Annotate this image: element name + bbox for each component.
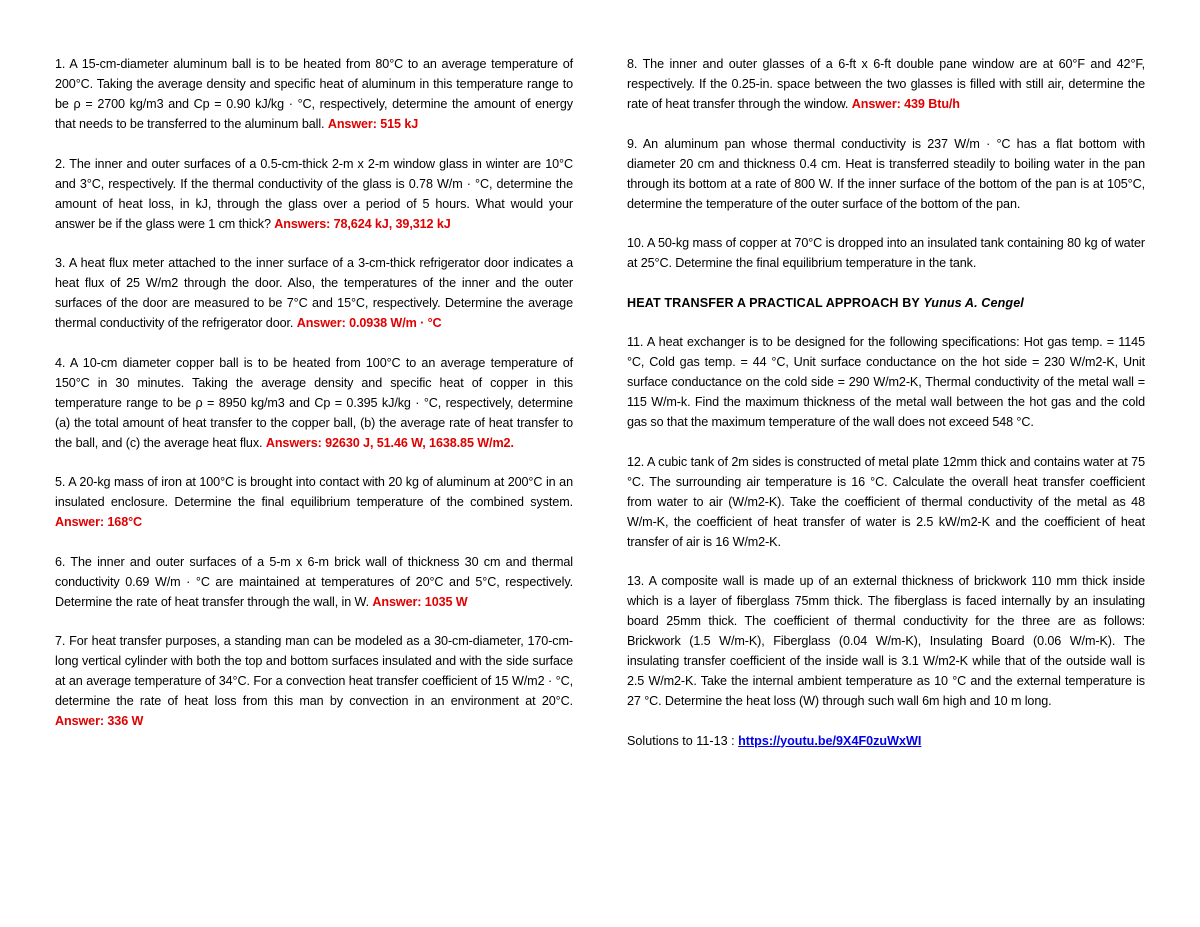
problem-1-text: 1. A 15-cm-diameter aluminum ball is to be heated from 80°C to an average temperature of 200°C. Taking the average density and specific heat of aluminum in this temperature range to be ρ = 2700 kg/m3 and Cp = 0.90 kJ/kg · °C, respectively, determine the amount of energy that needs to be transferred to the aluminum ball. <box>55 57 573 131</box>
right-column <box>627 54 1145 751</box>
problem-9 <box>627 134 1145 214</box>
problem-3 <box>55 253 573 333</box>
problem-6-answer: Answer: 1035 W <box>372 594 468 609</box>
problem-1 <box>55 54 573 134</box>
left-column <box>55 54 573 751</box>
problem-5-text: 5. A 20-kg mass of iron at 100°C is brought into contact with 20 kg of aluminum at 200°C in an insulated enclosure. Determine the final equilibrium temperature of the combined system. <box>55 475 573 509</box>
problem-6-text: 6. The inner and outer surfaces of a 5-m x 6-m brick wall of thickness 30 cm and thermal conductivity 0.69 W/m · °C are maintained at temperatures of 20°C and 5°C, respectively. Determine the rate of heat transfer through the wall, in W. <box>55 554 573 609</box>
problem-3-answer: Answer: 0.0938 W/m · °C <box>296 316 442 330</box>
problem-13-text: 13. A composite wall is made up of an external thickness of brickwork 110 mm thick inside which is a layer of fiberglass 75mm thick. The fiberglass is faced internally by an insulating board 25mm thick. The coefficient of thermal conductivity for the three are as follows: Brickwork (1.5 W/m-K), Fiberglass (0.04 W/m-K), Insulating Board (0.06 W/m-K). The insulating transfer coefficient of the inside wall is 3.1 W/m2-K while that of the outside wall is 2.5 W/m2-K. Take the internal ambient temperature as 10 °C and the external temperature is 27 °C. Determine the heat loss (W) through such wall 6m high and 10 m long. <box>627 574 1145 708</box>
problem-2-answer: Answers: 78,624 kJ, 39,312 kJ <box>274 216 451 231</box>
book-title: HEAT TRANSFER A PRACTICAL APPROACH BY <box>627 295 924 310</box>
problem-7-text: 7. For heat transfer purposes, a standing man can be modeled as a 30-cm-diameter, 170-cm-long vertical cylinder with both the top and bottom surfaces insulated and with the side surface at an average temperature of 34°C. For a convection heat transfer coefficient of 15 W/m2 · °C, determine the rate of heat loss from this man by convection in an environment at 20°C. <box>55 634 573 708</box>
problem-12-text: 12. A cubic tank of 2m sides is constructed of metal plate 12mm thick and contains water at 75 °C. The surrounding air temperature is 16 °C. Calculate the overall heat transfer coefficient from water to air (W/m2-K). Take the coefficient of thermal conductivity of the metal as 48 W/m-K, the coefficient of heat transfer of water is 2.5 kW/m2-K and the coefficient of heat transfer of air is 16 W/m2-K. <box>627 454 1145 549</box>
problem-3-text: 3. A heat flux meter attached to the inner surface of a 3-cm-thick refrigerator door indicates a heat flux of 25 W/m2 through the door. Also, the temperatures of the inner and the outer surfaces of the door are measured to be 7°C and 15°C, respectively. Determine the average thermal conductivity of the refrigerator door. <box>55 256 573 330</box>
problem-7-answer: Answer: 336 W <box>55 714 144 728</box>
problem-4-answer: Answers: 92630 J, 51.46 W, 1638.85 W/m2. <box>265 435 514 450</box>
book-author: Yunus A. Cengel <box>923 295 1024 310</box>
problem-8-answer: Answer: 439 Btu/h <box>851 97 960 111</box>
solutions-label: Solutions to 11-13 : <box>627 733 739 748</box>
problem-2 <box>55 154 573 234</box>
problem-11 <box>627 332 1145 432</box>
problem-9-text: 9. An aluminum pan whose thermal conductivity is 237 W/m · °C has a flat bottom with diameter 20 cm and thickness 0.4 cm. Heat is transferred steadily to boiling water in the pan through its bottom at a rate of 800 W. If the inner surface of the bottom of the pan is at 105°C, determine the temperature of the outer surface of the bottom of the pan. <box>627 136 1145 211</box>
problem-6 <box>55 552 573 612</box>
problem-5-answer: Answer: 168°C <box>55 515 143 529</box>
problem-8 <box>627 54 1145 114</box>
problem-8-text: 8. The inner and outer glasses of a 6-ft x 6-ft double pane window are at 60°F and 42°F, respectively. If the 0.25-in. space between the two glasses is filled with still air, determine the rate of heat transfer through the window. <box>627 57 1145 111</box>
problem-2-text: 2. The inner and outer surfaces of a 0.5-cm-thick 2-m x 2-m window glass in winter are 10°C and 3°C, respectively. If the thermal conductivity of the glass is 0.78 W/m · °C, determine the amount of heat loss, in kJ, through the glass over a period of 5 hours. What would your answer be if the glass were 1 cm thick? <box>55 156 573 231</box>
problem-4 <box>55 353 573 453</box>
problem-7 <box>55 631 573 731</box>
problem-5 <box>55 472 573 532</box>
problem-10-text: 10. A 50-kg mass of copper at 70°C is dropped into an insulated tank containing 80 kg of water at 25°C. Determine the final equilibrium temperature in the tank. <box>627 236 1145 270</box>
book-heading <box>627 293 1145 313</box>
problem-12 <box>627 452 1145 552</box>
solutions-line <box>627 731 1145 751</box>
problem-11-text: 11. A heat exchanger is to be designed for the following specifications: Hot gas temp. = 1145 °C, Cold gas temp. = 44 °C, Unit surface conductance on the hot side = 230 W/m2-K, Unit surface conductance on the cold side = 290 W/m2-K, Thermal conductivity of the metal wall = 115 W/m-k. Find the maximum thickness of the metal wall between the hot gas and the cold gas so that the maximum temperature of the wall does not exceed 548 °C. <box>627 335 1145 429</box>
problem-4-text: 4. A 10-cm diameter copper ball is to be heated from 100°C to an average temperature of 150°C in 30 minutes. Taking the average density and specific heat of copper in this temperature range to be ρ = 8950 kg/m3 and Cp = 0.395 kJ/kg · °C, respectively, determine (a) the total amount of heat transfer to the copper ball, (b) the average rate of heat transfer to the ball, and (c) the average heat flux. <box>55 355 573 450</box>
problem-10 <box>627 233 1145 273</box>
solutions-link[interactable]: https://youtu.be/9X4F0zuWxWI <box>738 733 922 748</box>
problem-1-answer: Answer: 515 kJ <box>327 117 419 131</box>
problem-13 <box>627 571 1145 711</box>
